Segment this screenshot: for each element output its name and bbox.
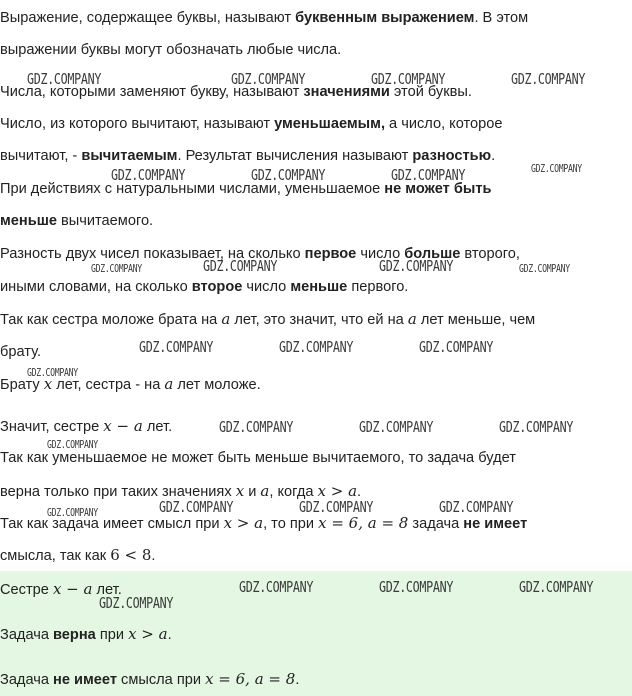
watermark: GDZ.COMPANY xyxy=(299,498,374,516)
solution-line-1: Так как сестра моложе брата на a лет, это значит, что ей на a лет меньше, чем xyxy=(0,310,536,328)
watermark: GDZ.COMPANY xyxy=(499,418,574,436)
watermark: GDZ.COMPANY xyxy=(279,338,354,356)
watermark: GDZ.COMPANY xyxy=(371,70,446,88)
theory-line-7: меньше вычитаемого. xyxy=(0,213,154,229)
watermark: GDZ.COMPANY xyxy=(511,70,586,88)
solution-line-3: Брату x лет, сестра - на a лет моложе. xyxy=(0,375,261,393)
answer-line-3: Задача не имеет смысла при x = 6, a = 8. xyxy=(0,670,300,688)
watermark: GDZ.COMPANY xyxy=(419,338,494,356)
watermark: GDZ.COMPANY xyxy=(111,166,186,184)
watermark: GDZ.COMPANY xyxy=(379,578,454,596)
watermark: GDZ.COMPANY xyxy=(47,439,98,451)
watermark: GDZ.COMPANY xyxy=(203,257,278,275)
watermark: GDZ.COMPANY xyxy=(159,498,234,516)
watermark: GDZ.COMPANY xyxy=(27,70,102,88)
watermark: GDZ.COMPANY xyxy=(251,166,326,184)
watermark: GDZ.COMPANY xyxy=(47,507,98,519)
watermark: GDZ.COMPANY xyxy=(219,418,294,436)
theory-line-9: иными словами, на сколько второе число меньше первого. xyxy=(0,279,409,295)
theory-line-4: Число, из которого вычитают, называют уменьшаемым, а число, которое xyxy=(0,116,503,132)
watermark: GDZ.COMPANY xyxy=(379,257,454,275)
theory-line-8: Разность двух чисел показывает, на сколько первое число больше второго, xyxy=(0,246,520,262)
watermark: GDZ.COMPANY xyxy=(519,263,570,275)
answer-line-1: Сестре x − a лет. xyxy=(0,580,122,598)
solution-line-7: Так как задача имеет смысл при x > a, то при x = 6, a = 8 задача не имеет xyxy=(0,514,528,532)
watermark: GDZ.COMPANY xyxy=(359,418,434,436)
solution-line-2: брату. xyxy=(0,344,42,360)
watermark: GDZ.COMPANY xyxy=(91,263,142,275)
watermark: GDZ.COMPANY xyxy=(99,594,174,612)
watermark: GDZ.COMPANY xyxy=(519,578,594,596)
watermark: GDZ.COMPANY xyxy=(139,338,214,356)
watermark: GDZ.COMPANY xyxy=(439,498,514,516)
solution-line-6: верна только при таких значениях x и a, когда x > a. xyxy=(0,482,362,500)
theory-line-6: При действиях с натуральными числами, уменьшаемое не может быть xyxy=(0,181,492,197)
theory-line-3: Числа, которыми заменяют букву, называют значениями этой буквы. xyxy=(0,84,472,100)
watermark: GDZ.COMPANY xyxy=(231,70,306,88)
watermark: GDZ.COMPANY xyxy=(239,578,314,596)
solution-line-4: Значит, сестре x − a лет. xyxy=(0,417,173,435)
watermark: GDZ.COMPANY xyxy=(391,166,466,184)
theory-line-5: вычитают, - вычитаемым. Результат вычисления называют разностью. xyxy=(0,148,496,164)
theory-line-1: Выражение, содержащее буквы, называют буквенным выражением. В этом xyxy=(0,10,529,26)
theory-line-2: выражении буквы могут обозначать любые числа. xyxy=(0,42,342,58)
solution-line-8: смысла, так как 6 < 8. xyxy=(0,546,156,564)
watermark: GDZ.COMPANY xyxy=(27,367,78,379)
solution-line-5: Так как уменьшаемое не может быть меньше вычитаемого, то задача будет xyxy=(0,450,516,466)
watermark: GDZ.COMPANY xyxy=(531,163,582,175)
answer-line-2: Задача верна при x > a. xyxy=(0,625,172,643)
